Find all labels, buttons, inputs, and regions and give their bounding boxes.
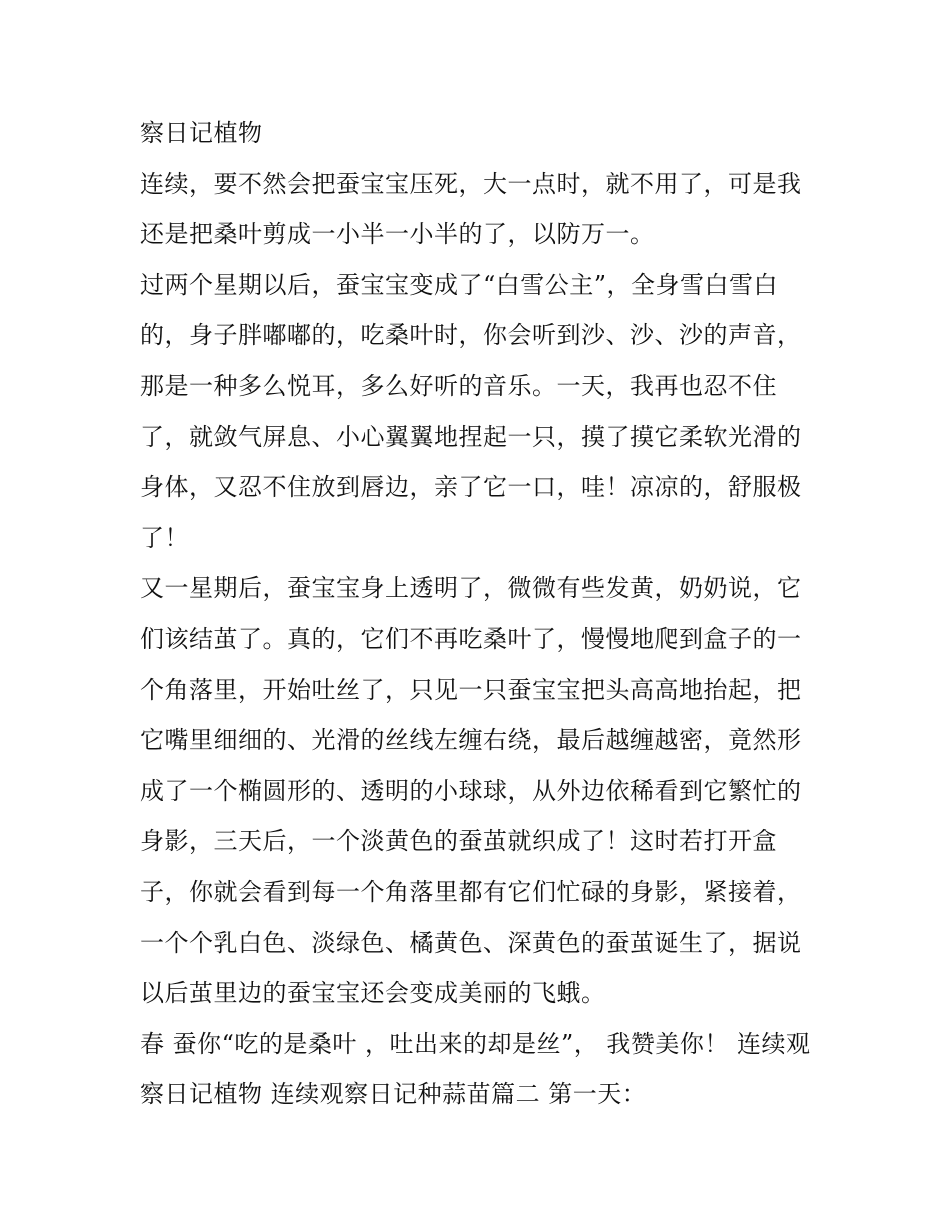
text-line: 身体，又忍不住放到唇边，亲了它一口，哇！凉凉的，舒服极 — [140, 473, 802, 502]
text-line: 过两个星期以后，蚕宝宝变成了“白雪公主”，全身雪白雪白 — [140, 270, 779, 299]
text-line: 察日记植物 连续观察日记种蒜苗篇二 第一天： — [140, 1080, 647, 1109]
text-line: 了！ — [140, 523, 189, 552]
text-line: 以后茧里边的蚕宝宝还会变成美丽的飞蛾。 — [140, 979, 606, 1008]
text-line: 那是一种多么悦耳，多么好听的音乐。一天，我再也忍不住 — [140, 371, 777, 400]
text-line: 它嘴里细细的、光滑的丝线左缠右绕，最后越缠越密，竟然形 — [140, 726, 802, 755]
text-line: 们该结茧了。真的，它们不再吃桑叶了，慢慢地爬到盒子的一 — [140, 624, 802, 653]
text-line: 还是把桑叶剪成一小半一小半的了，以防万一。 — [140, 220, 655, 249]
text-line: 又一星期后，蚕宝宝身上透明了，微微有些发黄，奶奶说，它 — [140, 574, 802, 603]
text-line: 身影，三天后，一个淡黄色的蚕茧就织成了！这时若打开盒 — [140, 827, 777, 856]
text-line: 察日记植物 — [140, 119, 263, 147]
text-line: 了，就敛气屏息、小心翼翼地捏起一只，摸了摸它柔软光滑的 — [140, 422, 802, 451]
text-line: 春 蚕你“吃的是桑叶 ，吐出来的却是丝”， 我赞美你！ 连续观 — [140, 1029, 811, 1058]
text-line: 的，身子胖嘟嘟的，吃桑叶时，你会听到沙、沙、沙的声音， — [140, 321, 802, 350]
document-body — [140, 108, 820, 1120]
text-line: 子，你就会看到每一个角落里都有它们忙碌的身影，紧接着， — [140, 877, 802, 906]
text-line: 成了一个椭圆形的、透明的小球球，从外边依稀看到它繁忙的 — [140, 776, 802, 805]
text-line: 一个个乳白色、淡绿色、橘黄色、深黄色的蚕茧诞生了，据说 — [140, 928, 802, 957]
text-line: 个角落里，开始吐丝了，只见一只蚕宝宝把头高高地抬起，把 — [140, 675, 802, 704]
text-line: 连续，要不然会把蚕宝宝压死，大一点时，就不用了，可是我 — [140, 169, 802, 198]
